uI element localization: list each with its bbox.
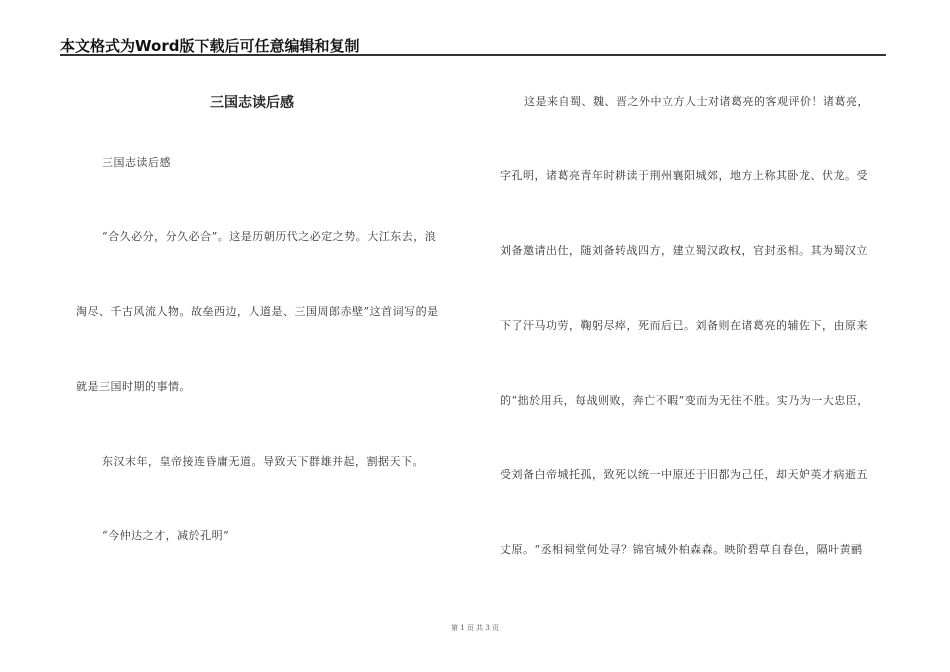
right-line-7: 丈原。“丞相祠堂何处寻？锦官城外柏森森。映阶碧草自春色，隔叶黄鹂 [500, 543, 863, 556]
left-line-2: “合久必分，分久必合”。这是历朝历代之必定之势。大江东去，浪 [102, 230, 437, 243]
header-banner: 本文格式为Word版下载后可任意编辑和复制 [60, 37, 360, 55]
right-line-3: 刘备邀请出仕，随刘备转战四方，建立蜀汉政权，官封丞相。其为蜀汉立 [500, 244, 868, 257]
page-number: 第 1 页 共 3 页 [450, 624, 500, 632]
right-line-2: 字孔明，诸葛亮青年时耕读于荆州襄阳城郊，地方上称其卧龙、伏龙。受 [500, 169, 868, 182]
right-line-4: 下了汗马功劳，鞠躬尽瘁，死而后已。刘备则在诸葛亮的辅佐下，由原来 [500, 319, 868, 332]
doc-title: 三国志读后感 [210, 95, 294, 111]
header-rule [60, 54, 886, 56]
left-line-5: 东汉末年，皇帝接连昏庸无道。导致天下群雄并起，割据天下。 [102, 455, 424, 468]
right-line-5: 的“拙於用兵，每战则败，奔亡不暇”变而为无往不胜。实乃为一大忠臣， [500, 394, 869, 407]
left-line-3: 淘尽、千古风流人物。故垒西边，人道是、三国周郎赤壁”这首词写的是 [76, 305, 439, 318]
left-line-6: “今仲达之才，减於孔明” [102, 529, 230, 542]
left-line-4: 就是三国时期的事情。 [76, 380, 191, 393]
right-line-1: 这是来自蜀、魏、晋之外中立方人士对诸葛亮的客观评价！诸葛亮， [524, 95, 869, 108]
right-line-6: 受刘备白帝城托孤，致死以统一中原还于旧都为己任，却天妒英才病逝五 [500, 468, 868, 481]
left-line-1: 三国志读后感 [102, 156, 171, 169]
